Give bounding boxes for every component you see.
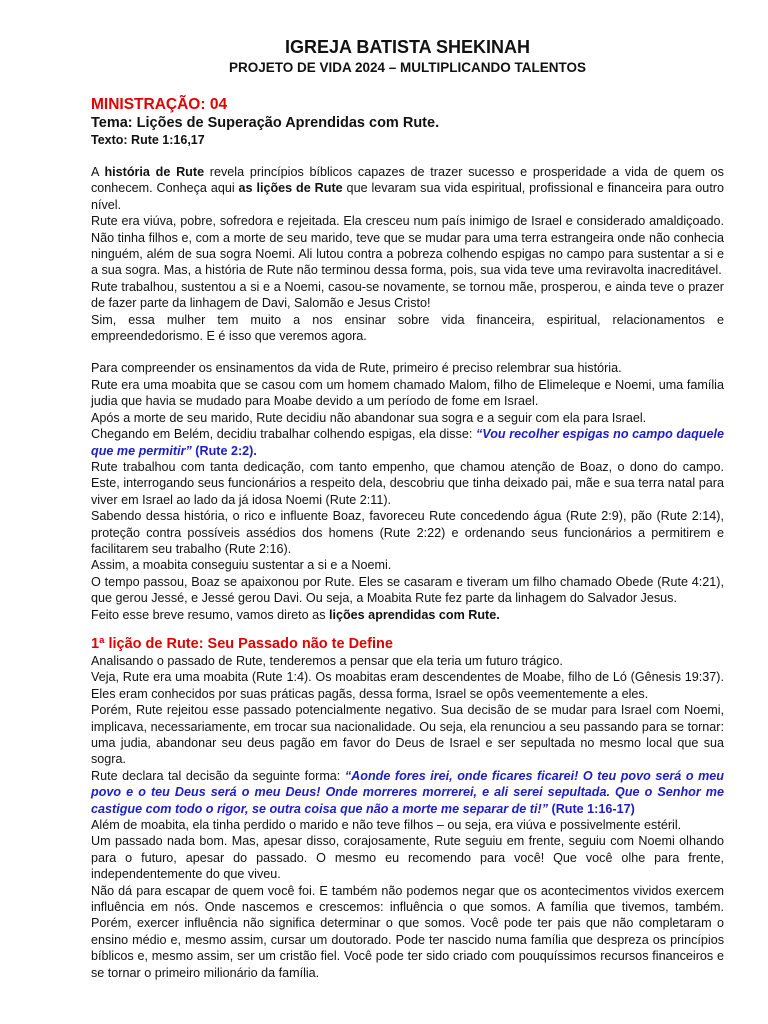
scripture-reference: Texto: Rute 1:16,17 xyxy=(91,133,205,147)
story-paragraph-1: Para compreender os ensinamentos da vida de Rute, primeiro é preciso relembrar sua história. xyxy=(91,361,622,376)
lesson-1-paragraph-5: Além de moabita, ela tinha perdido o marido e não teve filhos – ou seja, era viúva e possivelmente estéril. xyxy=(91,818,682,833)
story-section xyxy=(91,360,724,623)
intro-paragraph-1: A história de Rute revela princípios bíblicos capazes de trazer sucesso e prosperidade a vida de quem os conhecem. Conheça aqui as lições de Rute que levaram sua vida espiritual, profissional e financeira para outro nível. xyxy=(91,165,725,212)
lesson-1-paragraph-3: Porém, Rute rejeitou esse passado potencialmente negativo. Sua decisão de se mudar para Israel com Noemi, implicava, necessariamente, em trocar sua nacionalidade. Ou seja, ela renunciou a seu passando para se tornar: uma judia, abandonar seu deus pagão em favor do Deus de Israel e ser sepultada no mesmo local que sua sogra. xyxy=(91,703,724,767)
quote-ruth-2-2: “Vou recolher espigas no campo daquele que me permitir” xyxy=(91,427,724,458)
story-paragraph-5: Rute trabalhou com tanta dedicação, com tanto empenho, que chamou atenção de Boaz, o dono do campo. Este, interrogando seus funcionários a respeito dela, descobriu que tinha deixado pai, mãe e sua terra natal para viver em Israel ao lado da já idosa Noemi (Rute 2:11). xyxy=(91,459,724,507)
quote-ruth-1-16: “Aonde fores irei, onde ficares ficarei! O teu povo será o meu povo e o teu Deus será o meu Deus! Onde morreres morrerei, e ali serei sepultada. Que o Senhor me castigue com todo o rigor, se outra coisa que não a morte me separar de ti!” xyxy=(91,768,725,816)
intro-paragraph-2: Rute era viúva, pobre, sofredora e rejeitada. Ela cresceu num país inimigo de Israel e considerado amaldiçoado. Não tinha filhos e, com a morte de seu marido, teve que se mudar para uma terra estrangeira onde não conhecia ninguém, além de sua sogra Noemi. Ali lutou contra a pobreza colhendo espigas no campo para sustentar a si e a sua sogra. Mas, a história de Rute não terminou dessa forma, pois, sua vida teve uma reviravolta inacreditável. xyxy=(91,214,724,278)
story-paragraph-3: Após a morte de seu marido, Rute decidiu não abandonar sua sogra e a seguir com ela para Israel. xyxy=(91,410,647,425)
project-subtitle: PROJETO DE VIDA 2024 – MULTIPLICANDO TALENTOS xyxy=(228,60,587,75)
intro-paragraph-3: Rute trabalhou, sustentou a si e a Noemi, casou-se novamente, se tornou mãe, prosperou, e ainda teve o prazer de fazer parte da linhagem de Davi, Salomão e Jesus Cristo! xyxy=(91,279,724,311)
story-paragraph-8: O tempo passou, Boaz se apaixonou por Rute. Eles se casaram e tiveram um filho chamado Obede (Rute 4:21), que gerou Jessé, e Jessé gerou Davi. Ou seja, a Moabita Rute fez parte da linhagem do Salvador Jesus. xyxy=(91,574,724,606)
lesson-1-paragraph-6: Um passado nada bom. Mas, apesar disso, corajosamente, Rute seguiu em frente, seguiu com Noemi olhando para o futuro, apesar do passado. O mesmo eu recomendo para você! Que você olhe para frente, independentemente do que viveu. xyxy=(91,834,724,882)
story-paragraph-7: Assim, a moabita conseguiu sustentar a si e a Noemi. xyxy=(91,558,392,573)
theme-heading: Tema: Lições de Superação Aprendidas com Rute. xyxy=(91,115,440,131)
lesson-1-paragraph-4: Rute declara tal decisão da seguinte forma: “Aonde fores irei, onde ficares ficarei! O teu povo será o meu povo e o teu Deus será o meu Deus! Onde morreres morrerei, e ali serei sepultada. Que o Senhor me castigue com todo o rigor, se outra coisa que não a morte me separar de ti!” (Rute 1:16-17) xyxy=(91,768,725,816)
church-title: IGREJA BATISTA SHEKINAH xyxy=(284,37,530,57)
story-paragraph-9: Feito esse breve resumo, vamos direto as lições aprendidas com Rute. xyxy=(91,607,500,622)
story-paragraph-2: Rute era uma moabita que se casou com um homem chamado Malom, filho de Elimeleque e Noemi, uma família judia que havia se mudado para Moabe devido a um período de fome em Israel. xyxy=(91,377,724,409)
ministry-heading: MINISTRAÇÃO: 04 xyxy=(91,96,228,113)
story-paragraph-4: Chegando em Belém, decidiu trabalhar colhendo espigas, ela disse: “Vou recolher espigas no campo daquele que me permitir” (Rute 2:2). xyxy=(91,427,724,458)
intro-paragraph-4: Sim, essa mulher tem muito a nos ensinar sobre vida financeira, espiritual, relacionamentos e empreendedorismo. E é isso que veremos agora. xyxy=(91,312,724,344)
lesson-1-heading: 1ª lição de Rute: Seu Passado não te Define xyxy=(91,635,393,652)
lesson-1-section xyxy=(91,653,724,981)
intro-section xyxy=(91,164,724,344)
lesson-1-paragraph-2: Veja, Rute era uma moabita (Rute 1:4). Os moabitas eram descendentes de Moabe, filho de Ló (Gênesis 19:37). Eles eram conhecidos por suas práticas pagãs, dessa forma, Israel se opôs veementemente a eles. xyxy=(91,670,724,701)
lesson-1-paragraph-7: Não dá para escapar de quem você foi. E também não podemos negar que os acontecimentos vividos exercem influência em nós. Onde nascemos e crescemos: influência o que somos. A família que tivemos, também. Porém, exercer influência não significa determinar o que somos. Você pode ter pais que não completaram o ensino médio e, mesmo assim, cursar um doutorado. Pode ter nascido numa família que despreza os princípios bíblicos e, mesmo assim, ser um cristão fiel. Você pode ter sido criado com pouquíssimos recursos financeiros e se tornar o primeiro milionário da família. xyxy=(91,883,724,980)
story-paragraph-6: Sabendo dessa história, o rico e influente Boaz, favoreceu Rute concedendo água (Rute 2:9), pão (Rute 2:14), proteção contra possíveis assédios dos homens (Rute 2:22) e ordenando seus funcionários a permitirem e facilitarem seu trabalho (Rute 2:16). xyxy=(91,509,724,556)
lesson-1-paragraph-1: Analisando o passado de Rute, tenderemos a pensar que ela teria um futuro trágico. xyxy=(91,653,563,668)
